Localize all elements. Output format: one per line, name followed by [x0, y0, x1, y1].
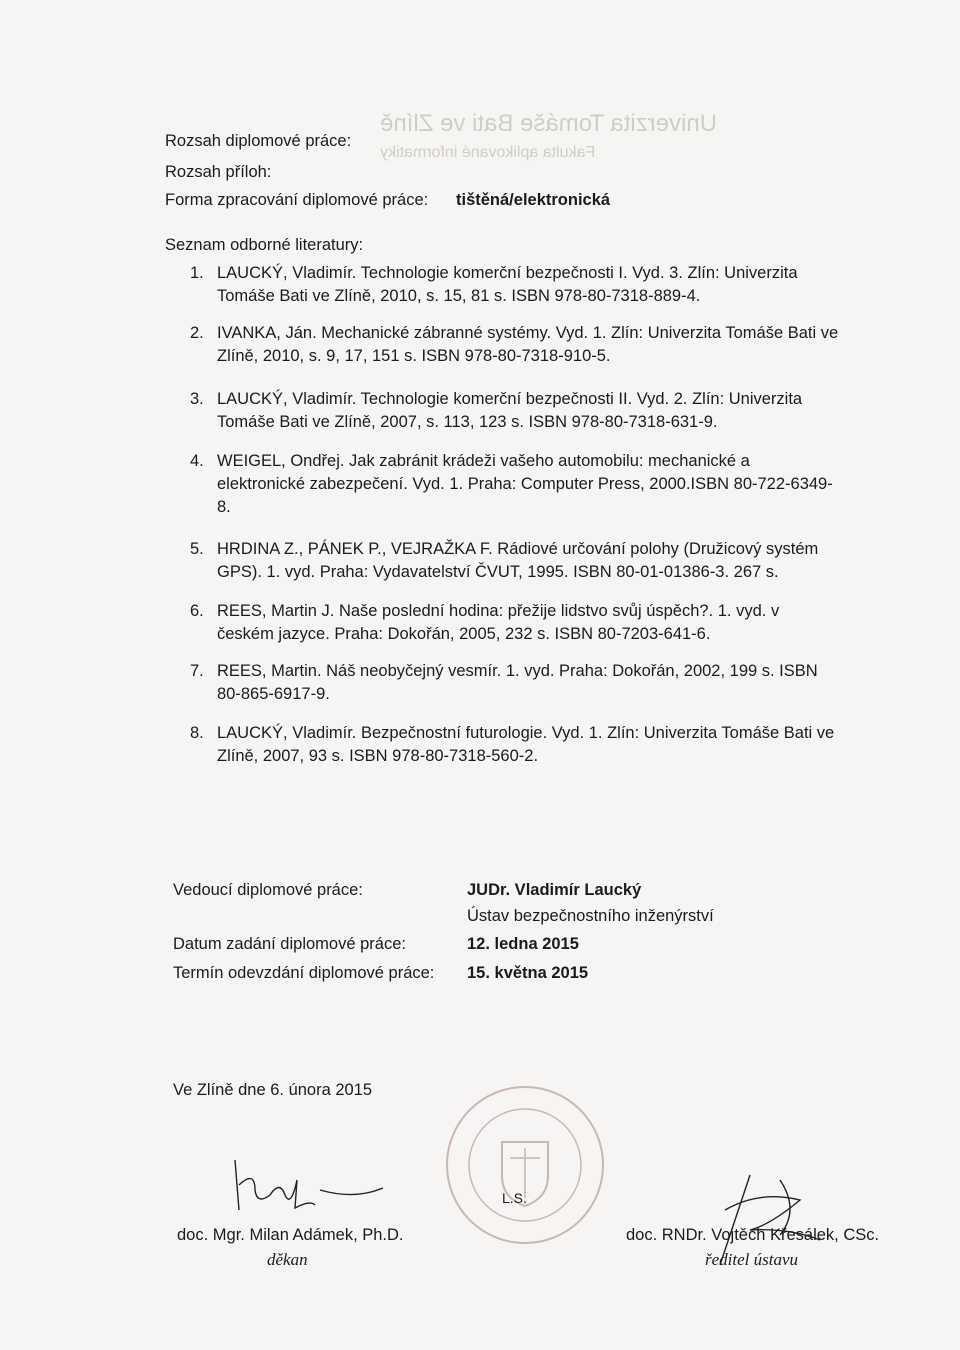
- form-value: tištěná/elektronická: [456, 191, 611, 209]
- stamp-ls: L.S.: [502, 1190, 527, 1206]
- reference-text: WEIGEL, Ondřej. Jak zabránit krádeži vašeho automobilu: mechanické a elektronické zabezpečení. Vyd. 1. Praha: Computer Press, 2000.ISBN 80-722-6349-8.: [217, 452, 833, 516]
- due-date-value: 15. května 2015: [467, 964, 589, 982]
- supervisor-name: JUDr. Vladimír Laucký: [467, 881, 642, 899]
- reference-item: [190, 660, 840, 706]
- reference-item: [190, 388, 840, 434]
- reference-item: [190, 450, 840, 519]
- reference-number: 8.: [190, 724, 204, 742]
- reference-item: [190, 722, 840, 768]
- dean-role: děkan: [267, 1250, 308, 1269]
- reference-number: 5.: [190, 540, 204, 558]
- assigned-date-value: 12. ledna 2015: [467, 935, 579, 953]
- bleed-through-text: Univerzita Tomáše Bati ve Zlíně: [380, 110, 718, 137]
- reference-item: [190, 538, 840, 584]
- scope-thesis-label: Rozsah diplomové práce:: [165, 132, 352, 150]
- reference-text: LAUCKÝ, Vladimír. Technologie komerční bezpečnosti II. Vyd. 2. Zlín: Univerzita Tomáše Bati ve Zlíně, 2007, s. 113, 123 s. ISBN 978-80-7318-631-9.: [217, 390, 803, 431]
- reference-text: REES, Martin J. Naše poslední hodina: přežije lidstvo svůj úspěch?. 1. vyd. v českém jazyce. Praha: Dokořán, 2005, 232 s. ISBN 80-7203-641-6.: [217, 602, 780, 643]
- bleed-through-text: Fakulta aplikované informatiky: [380, 144, 596, 161]
- due-date-label: Termín odevzdání diplomové práce:: [173, 964, 435, 982]
- reference-number: 2.: [190, 324, 204, 342]
- reference-number: 7.: [190, 662, 204, 680]
- reference-text: LAUCKÝ, Vladimír. Technologie komerční bezpečnosti I. Vyd. 3. Zlín: Univerzita Tomáše Bati ve Zlíně, 2010, s. 15, 81 s. ISBN 978-80-7318-889-4.: [217, 264, 798, 305]
- reference-item: [190, 322, 840, 368]
- director-name: doc. RNDr. Vojtěch Křesálek, CSc.: [626, 1226, 880, 1244]
- official-stamp: [440, 1080, 610, 1250]
- reference-item: [190, 600, 840, 646]
- reference-number: 3.: [190, 390, 204, 408]
- reference-text: HRDINA Z., PÁNEK P., VEJRAŽKA F. Rádiové určování polohy (Družicový systém GPS). 1. vyd. Praha: Vydavatelství ČVUT, 1995. ISBN 80-01-01386-3. 267 s.: [217, 540, 819, 581]
- director-role: ředitel ústavu: [705, 1250, 799, 1269]
- supervisor-institute: Ústav bezpečnostního inženýrství: [467, 907, 714, 925]
- reference-number: 6.: [190, 602, 204, 620]
- reference-number: 4.: [190, 452, 204, 470]
- reference-text: REES, Martin. Náš neobyčejný vesmír. 1. vyd. Praha: Dokořán, 2002, 199 s. ISBN 80-865-6917-9.: [217, 662, 818, 703]
- scope-appendix-label: Rozsah příloh:: [165, 163, 272, 181]
- dean-name: doc. Mgr. Milan Adámek, Ph.D.: [177, 1226, 404, 1244]
- dean-signature: [225, 1150, 390, 1220]
- place-date: Ve Zlíně dne 6. února 2015: [173, 1081, 373, 1099]
- reference-text: LAUCKÝ, Vladimír. Bezpečnostní futurologie. Vyd. 1. Zlín: Univerzita Tomáše Bati ve Zlíně, 2007, 93 s. ISBN 978-80-7318-560-2.: [217, 724, 835, 765]
- supervisor-label: Vedoucí diplomové práce:: [173, 881, 363, 899]
- literature-label: Seznam odborné literatury:: [165, 236, 364, 254]
- reference-item: [190, 262, 840, 308]
- reference-text: IVANKA, Ján. Mechanické zábranné systémy. Vyd. 1. Zlín: Univerzita Tomáše Bati ve Zlíně, 2010, s. 9, 17, 151 s. ISBN 978-80-7318-910-5.: [217, 324, 839, 365]
- reference-number: 1.: [190, 264, 204, 282]
- assigned-date-label: Datum zadání diplomové práce:: [173, 935, 406, 953]
- form-label: Forma zpracování diplomové práce:: [165, 191, 429, 209]
